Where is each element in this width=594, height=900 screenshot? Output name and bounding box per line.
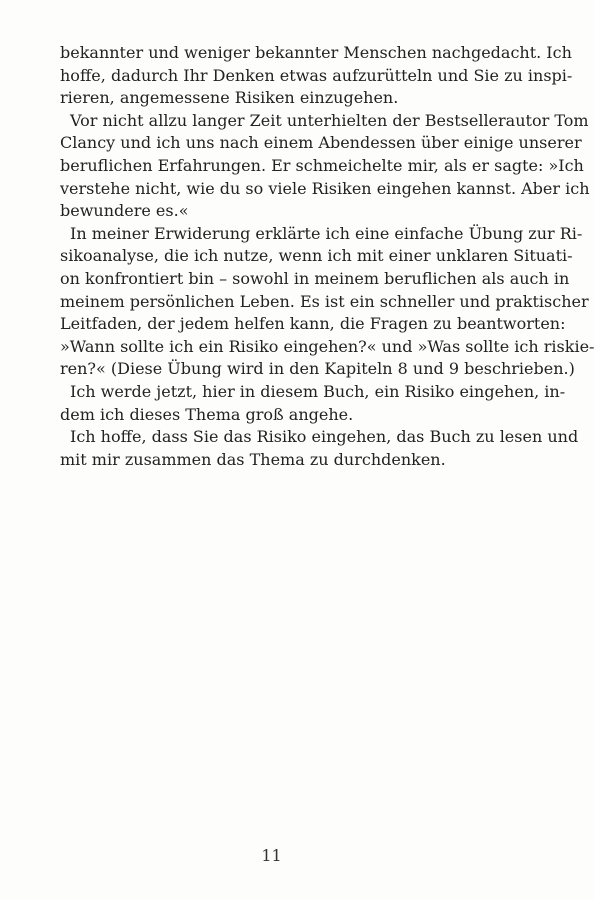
text-line: Ich werde jetzt, hier in diesem Buch, ein Risiko eingehen, in- [70,381,566,401]
text-line: In meiner Erwiderung erklärte ich eine einfache Übung zur Ri- [70,223,583,243]
paragraph-4 [60,381,566,426]
text-line: hoffe, dadurch Ihr Denken etwas aufzurütteln und Sie zu inspi- [60,65,573,85]
text-line: »Wann sollte ich ein Risiko eingehen?« und »Was sollte ich riskie- [60,336,594,356]
text-line: bekannter und weniger bekannter Menschen nachgedacht. Ich [60,43,572,62]
text-line: mit mir zusammen das Thema zu durchdenken. [60,449,446,469]
text-line: on konfrontiert bin – sowohl in meinem beruflichen als auch in [60,268,570,288]
paragraph-2 [60,110,590,223]
text-line: bewundere es.« [60,201,189,221]
body-text [60,42,594,471]
paragraph-3 [60,223,594,381]
paragraph-1 [60,42,573,110]
text-line: sikoanalyse, die ich nutze, wenn ich mit einer unklaren Situati- [60,246,573,266]
text-line: Ich hoffe, dass Sie das Risiko eingehen, das Buch zu lesen und [70,427,579,447]
text-line: dem ich dieses Thema groß angehe. [60,404,354,424]
page-number: 11 [261,846,282,865]
text-line: meinem persönlichen Leben. Es ist ein schneller und praktischer [60,291,589,311]
text-line: Leitfaden, der jedem helfen kann, die Fragen zu beantworten: [60,314,566,334]
text-line: Vor nicht allzu langer Zeit unterhielten der Bestsellerautor Tom [70,110,589,130]
text-line: verstehe nicht, wie du so viele Risiken eingehen kannst. Aber ich [60,178,590,198]
text-line: ren?« (Diese Übung wird in den Kapiteln 8 und 9 beschrieben.) [60,359,575,379]
text-line: Clancy und ich uns nach einem Abendessen über einige unserer [60,133,582,153]
paragraph-5 [60,426,579,471]
text-line: rieren, angemessene Risiken einzugehen. [60,88,399,108]
text-line: beruflichen Erfahrungen. Er schmeichelte mir, als er sagte: »Ich [60,155,584,175]
